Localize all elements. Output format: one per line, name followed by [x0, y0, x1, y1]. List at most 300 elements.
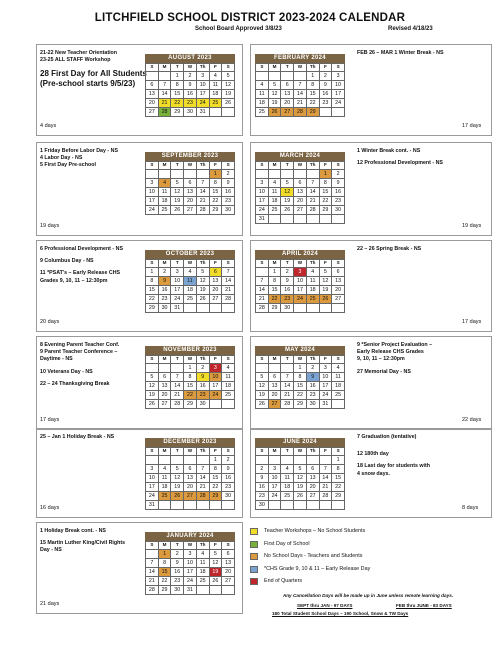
day-cell: 27	[268, 399, 281, 408]
day-cell: 31	[171, 303, 184, 312]
day-cell	[158, 169, 171, 178]
day-cell: 8	[209, 178, 222, 187]
day-cell: 15	[209, 187, 222, 196]
day-cell	[294, 500, 307, 509]
day-cell: 17	[268, 482, 281, 491]
day-cell: 10	[268, 473, 281, 482]
day-cell: 7	[146, 558, 159, 567]
day-cell: 8	[294, 372, 307, 381]
weekday-label: S	[146, 64, 159, 72]
weekday-label: W	[294, 448, 307, 456]
day-cell: 5	[281, 178, 294, 187]
weekday-row	[256, 448, 345, 456]
day-cell: 30	[158, 303, 171, 312]
day-cell	[319, 214, 332, 223]
weekday-label: S	[222, 260, 235, 268]
day-cell: 24	[294, 294, 307, 303]
day-cell: 3	[146, 464, 159, 473]
weekday-label: M	[268, 448, 281, 456]
weekday-label: T	[171, 448, 184, 456]
weekday-label: W	[184, 542, 197, 550]
week-row	[256, 500, 345, 509]
month-calendar	[145, 152, 235, 215]
weekday-row	[256, 64, 345, 72]
month-calendar	[255, 152, 345, 224]
week-row	[146, 381, 235, 390]
weekday-row	[256, 356, 345, 364]
note-line: 1 Winter Break cont. - NS	[357, 148, 421, 154]
day-cell: 3	[196, 71, 209, 80]
day-cell: 21	[196, 196, 209, 205]
day-cell: 28	[146, 585, 159, 594]
day-cell: 20	[158, 390, 171, 399]
day-cell: 9	[196, 372, 209, 381]
day-cell: 17	[146, 196, 159, 205]
day-cell	[281, 363, 294, 372]
day-cell: 3	[332, 71, 345, 80]
day-cell: 16	[332, 187, 345, 196]
day-cell: 28	[171, 399, 184, 408]
week-row	[146, 303, 235, 312]
day-cell: 14	[256, 285, 269, 294]
day-cell: 29	[319, 205, 332, 214]
week-row	[146, 294, 235, 303]
day-cell: 7	[294, 80, 307, 89]
day-cell: 13	[209, 276, 222, 285]
day-cell: 30	[256, 500, 269, 509]
day-cell: 19	[171, 482, 184, 491]
day-cell	[332, 303, 345, 312]
week-row	[256, 71, 345, 80]
day-cell: 9	[281, 276, 294, 285]
day-cell: 14	[319, 473, 332, 482]
weekday-label: Th	[196, 356, 209, 364]
week-row	[146, 549, 235, 558]
day-cell: 1	[171, 71, 184, 80]
weekday-label: S	[332, 448, 345, 456]
day-cell: 2	[171, 549, 184, 558]
day-cell: 24	[171, 294, 184, 303]
month-table	[145, 161, 235, 215]
day-cell	[196, 585, 209, 594]
note-line: 12 Professional Development - NS	[357, 160, 443, 167]
weekday-label: Th	[196, 260, 209, 268]
day-cell	[158, 455, 171, 464]
weekday-row	[146, 162, 235, 170]
day-cell: 2	[222, 455, 235, 464]
day-cell: 26	[281, 205, 294, 214]
day-cell	[158, 363, 171, 372]
school-days-count: 22 days	[462, 417, 482, 423]
weekday-row	[146, 64, 235, 72]
note-line: 27 Memorial Day - NS	[357, 368, 411, 375]
weekday-label: S	[256, 260, 269, 268]
legend-item-no-school	[250, 552, 486, 565]
day-cell: 21	[171, 390, 184, 399]
day-cell: 21	[306, 196, 319, 205]
day-cell: 16	[171, 567, 184, 576]
day-cell: 3	[268, 464, 281, 473]
day-cell: 13	[184, 187, 197, 196]
day-cell	[332, 399, 345, 408]
weekday-label: W	[184, 356, 197, 364]
day-cell: 18	[256, 98, 269, 107]
day-cell: 11	[209, 80, 222, 89]
month-notes	[40, 50, 147, 88]
day-cell: 24	[332, 98, 345, 107]
day-cell: 12	[268, 89, 281, 98]
note-line: 22 – 24 Thanksgiving Break	[40, 380, 110, 387]
day-cell	[294, 455, 307, 464]
weekday-row	[146, 448, 235, 456]
day-cell: 7	[196, 178, 209, 187]
day-cell: 15	[209, 473, 222, 482]
day-cell: 2	[196, 363, 209, 372]
day-cell: 29	[171, 107, 184, 116]
month-notes	[40, 528, 125, 555]
day-cell: 12	[209, 558, 222, 567]
day-cell	[158, 71, 171, 80]
weekday-label: M	[158, 162, 171, 170]
school-days-count: 17 days	[462, 123, 482, 129]
legend-swatch	[250, 566, 258, 573]
weekday-row	[146, 542, 235, 550]
note-line: 15 Martin Luther King/Civil Rights	[40, 540, 126, 547]
day-cell: 28	[256, 303, 269, 312]
day-cell: 4	[158, 178, 171, 187]
month-name: JUNE 2024	[255, 438, 345, 447]
day-cell: 27	[184, 491, 197, 500]
month-notes	[357, 148, 443, 167]
weekday-label: M	[268, 162, 281, 170]
day-cell: 4	[158, 464, 171, 473]
school-days-count: 19 days	[462, 223, 482, 229]
week-row	[146, 585, 235, 594]
day-cell: 31	[184, 585, 197, 594]
day-cell: 27	[146, 107, 159, 116]
day-cell: 11	[184, 276, 197, 285]
day-cell: 19	[146, 390, 159, 399]
day-cell: 15	[332, 473, 345, 482]
day-cell: 6	[294, 178, 307, 187]
weekday-label: Th	[196, 448, 209, 456]
day-cell	[306, 169, 319, 178]
day-cell: 20	[209, 285, 222, 294]
note-line: 22 – 26 Spring Break - NS	[357, 246, 422, 252]
month-table	[145, 259, 235, 313]
week-row	[256, 372, 345, 381]
day-cell: 13	[158, 381, 171, 390]
day-cell: 5	[146, 372, 159, 381]
day-cell	[209, 303, 222, 312]
day-cell	[146, 71, 159, 80]
day-cell	[268, 214, 281, 223]
note-line: 28 First Day for All Students	[40, 69, 147, 79]
month-notes	[357, 246, 421, 253]
day-cell: 28	[222, 294, 235, 303]
day-cell: 23	[306, 390, 319, 399]
day-cell: 9	[222, 178, 235, 187]
day-cell: 18	[158, 482, 171, 491]
week-row	[256, 98, 345, 107]
note-line: 12 180th day	[357, 451, 389, 458]
weekday-label: W	[184, 64, 197, 72]
day-cell: 22	[158, 576, 171, 585]
day-cell: 23	[171, 576, 184, 585]
day-cell: 14	[294, 89, 307, 98]
day-cell: 18	[268, 196, 281, 205]
day-cell: 6	[268, 372, 281, 381]
day-cell: 27	[294, 205, 307, 214]
month-table	[255, 355, 345, 409]
month-table	[145, 541, 235, 595]
day-cell: 1	[268, 267, 281, 276]
month-calendar	[145, 532, 235, 595]
day-cell: 1	[332, 455, 345, 464]
month-calendar	[145, 438, 235, 510]
day-cell: 28	[306, 205, 319, 214]
weekday-label: S	[146, 260, 159, 268]
day-cell: 3	[146, 178, 159, 187]
day-cell: 29	[209, 491, 222, 500]
day-cell	[146, 169, 159, 178]
day-cell: 8	[158, 558, 171, 567]
day-cell: 19	[209, 567, 222, 576]
weekday-label: S	[222, 64, 235, 72]
month-notes	[357, 342, 432, 376]
day-cell: 5	[209, 549, 222, 558]
legend-label: No School Days - Teachers and Students	[264, 553, 363, 559]
day-cell: 5	[222, 71, 235, 80]
day-cell: 7	[171, 372, 184, 381]
day-cell: 3	[209, 363, 222, 372]
day-cell: 8	[146, 276, 159, 285]
day-cell: 21	[256, 294, 269, 303]
legend-item-early-release	[250, 565, 486, 578]
day-cell: 26	[196, 294, 209, 303]
month-table	[145, 355, 235, 409]
day-cell	[319, 455, 332, 464]
day-cell	[268, 71, 281, 80]
day-cell: 5	[171, 178, 184, 187]
day-cell: 27	[209, 294, 222, 303]
day-cell: 7	[196, 464, 209, 473]
day-cell	[306, 214, 319, 223]
week-row	[146, 169, 235, 178]
note-line: FEB 26 – MAR 1 Winter Break - NS	[357, 50, 444, 56]
day-cell: 2	[332, 169, 345, 178]
month-name: AUGUST 2023	[145, 54, 235, 63]
day-cell: 22	[209, 482, 222, 491]
weekday-label: M	[158, 542, 171, 550]
day-cell: 23	[184, 98, 197, 107]
day-cell: 1	[184, 363, 197, 372]
day-cell: 25	[256, 107, 269, 116]
day-cell: 23	[222, 482, 235, 491]
week-row	[146, 482, 235, 491]
day-cell: 20	[222, 567, 235, 576]
school-days-count: 19 days	[40, 223, 60, 229]
school-days-count: 8 days	[462, 505, 479, 511]
day-cell	[256, 169, 269, 178]
weekday-label: S	[146, 448, 159, 456]
day-cell: 10	[332, 80, 345, 89]
day-cell	[294, 303, 307, 312]
day-cell: 15	[184, 381, 197, 390]
day-cell: 23	[196, 390, 209, 399]
weekday-label: S	[256, 356, 269, 364]
day-cell: 23	[158, 294, 171, 303]
legend-swatch	[250, 528, 258, 535]
day-cell: 3	[256, 178, 269, 187]
day-cell: 12	[281, 187, 294, 196]
week-row	[256, 187, 345, 196]
note-line: 25 – Jan 1 Holiday Break - NS	[40, 434, 115, 440]
day-cell: 26	[209, 576, 222, 585]
day-cell: 13	[332, 276, 345, 285]
month-calendar	[145, 54, 235, 117]
day-cell: 15	[158, 567, 171, 576]
day-cell: 1	[209, 169, 222, 178]
week-row	[146, 399, 235, 408]
weekday-label: S	[146, 162, 159, 170]
day-cell: 2	[222, 169, 235, 178]
note-line: Early Release CHS Grades	[357, 349, 424, 356]
day-cell	[184, 303, 197, 312]
day-cell: 25	[268, 205, 281, 214]
week-row	[146, 98, 235, 107]
month-calendar	[145, 346, 235, 409]
day-cell: 9	[332, 178, 345, 187]
week-row	[146, 390, 235, 399]
note-line: 5 First Day Pre-school	[40, 162, 96, 169]
weekday-label: M	[268, 64, 281, 72]
week-row	[256, 178, 345, 187]
day-cell: 17	[319, 381, 332, 390]
week-row	[256, 363, 345, 372]
weekday-label: F	[319, 356, 332, 364]
day-cell: 4	[281, 464, 294, 473]
day-cell: 5	[196, 267, 209, 276]
day-cell	[196, 169, 209, 178]
day-cell	[281, 455, 294, 464]
day-cell: 5	[256, 372, 269, 381]
day-cell: 31	[196, 107, 209, 116]
day-cell: 3	[171, 267, 184, 276]
week-row	[146, 473, 235, 482]
weekday-label: F	[209, 260, 222, 268]
weekday-label: S	[146, 356, 159, 364]
cancellation-note: Any Cancellation Days will be made up in June unless remote learning days.	[282, 593, 454, 598]
day-cell: 19	[281, 196, 294, 205]
day-cell: 14	[222, 276, 235, 285]
day-cell: 28	[158, 107, 171, 116]
day-cell: 18	[281, 482, 294, 491]
day-cell	[209, 585, 222, 594]
month-name: MAY 2024	[255, 346, 345, 355]
day-cell: 24	[146, 205, 159, 214]
day-cell: 8	[184, 372, 197, 381]
week-row	[146, 71, 235, 80]
day-cell	[294, 169, 307, 178]
day-cell: 4	[256, 80, 269, 89]
weekday-label: T	[281, 356, 294, 364]
school-days-count: 16 days	[40, 505, 60, 511]
day-cell: 10	[171, 276, 184, 285]
day-cell: 29	[146, 303, 159, 312]
revised-text: Revised 4/18/23	[388, 26, 433, 32]
day-cell: 14	[146, 567, 159, 576]
week-row	[256, 169, 345, 178]
day-cell: 7	[222, 267, 235, 276]
legend-item-workshop	[250, 527, 486, 540]
day-cell	[158, 500, 171, 509]
day-cell	[222, 107, 235, 116]
weekday-label: S	[332, 356, 345, 364]
week-row	[146, 89, 235, 98]
day-cell: 22	[294, 390, 307, 399]
day-cell	[256, 455, 269, 464]
day-cell: 10	[146, 187, 159, 196]
day-cell: 4	[222, 363, 235, 372]
month-calendar	[145, 250, 235, 313]
day-cell: 30	[222, 205, 235, 214]
note-line: 9 *Senior Project Evaluation –	[357, 342, 433, 348]
day-cell: 15	[268, 285, 281, 294]
note-line: 4 Labor Day - NS	[40, 155, 83, 162]
day-cell: 20	[332, 285, 345, 294]
day-cell: 10	[319, 372, 332, 381]
day-cell: 13	[268, 381, 281, 390]
month-table	[145, 447, 235, 510]
day-cell: 11	[268, 187, 281, 196]
day-cell: 16	[256, 482, 269, 491]
day-cell: 2	[158, 267, 171, 276]
day-cell	[222, 500, 235, 509]
weekday-label: Th	[196, 64, 209, 72]
month-name: MARCH 2024	[255, 152, 345, 161]
week-row	[146, 455, 235, 464]
day-cell: 21	[196, 482, 209, 491]
day-cell: 13	[184, 473, 197, 482]
day-cell	[281, 500, 294, 509]
week-row	[146, 196, 235, 205]
legend-label: Teacher Workshops – No School Students	[264, 528, 366, 534]
day-cell	[332, 214, 345, 223]
day-cell: 6	[306, 464, 319, 473]
day-cell: 9	[319, 80, 332, 89]
month-name: OCTOBER 2023	[145, 250, 235, 259]
weekday-label: F	[319, 448, 332, 456]
weekday-label: F	[209, 162, 222, 170]
school-days-count: 21 days	[40, 601, 60, 607]
legend-label: *CHS Grade 9, 10 & 11 – Early Release Day	[264, 565, 371, 572]
note-line: Daytime - NS	[40, 356, 73, 363]
school-days-count: 17 days	[462, 319, 482, 325]
school-days-count: 4 days	[40, 123, 57, 129]
weekday-label: T	[171, 260, 184, 268]
day-cell: 22	[171, 98, 184, 107]
day-cell: 6	[332, 267, 345, 276]
day-cell: 24	[256, 205, 269, 214]
month-table	[255, 259, 345, 313]
day-cell: 6	[184, 464, 197, 473]
month-table	[255, 447, 345, 510]
weekday-label: M	[268, 356, 281, 364]
day-cell: 6	[146, 80, 159, 89]
day-cell	[281, 169, 294, 178]
month-notes	[357, 434, 430, 478]
